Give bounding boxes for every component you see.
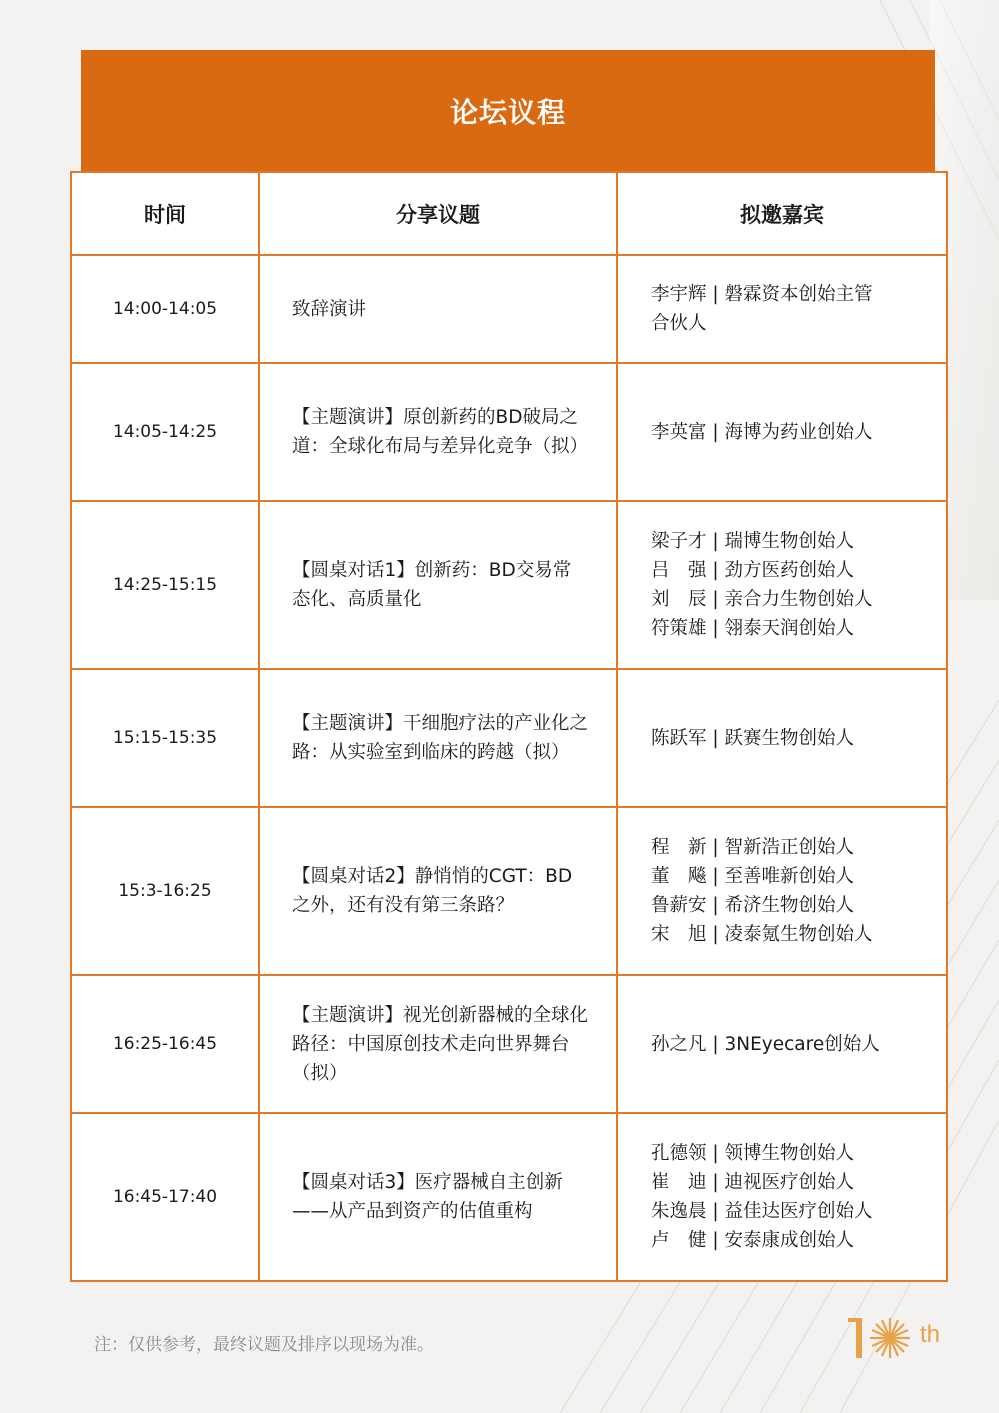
footer-note: 注：仅供参考，最终议题及排序以现场为准。 — [94, 1335, 434, 1355]
guest-line: 卢 健 | 安泰康成创始人 — [651, 1230, 854, 1251]
guest-line: 孔德领 | 领博生物创始人 — [651, 1143, 854, 1164]
topic-cell: 【主题演讲】视光创新器械的全球化路径：中国原创技术走向世界舞台（拟） — [259, 975, 617, 1113]
guest-cell — [617, 1113, 947, 1281]
guest-cell — [617, 363, 947, 501]
time-cell: 14:05-14:25 — [71, 363, 259, 501]
guest-line: 崔 迪 | 迪视医疗创始人 — [651, 1172, 854, 1193]
topic-cell: 【圆桌对话1】创新药：BD交易常态化、高质量化 — [259, 501, 617, 669]
guest-line: 符策雄 | 翎泰天润创始人 — [651, 618, 854, 639]
guest-line: 李宇辉 | 磐霖资本创始主管 — [651, 284, 873, 305]
time-cell: 16:45-17:40 — [71, 1113, 259, 1281]
column-header-topic: 分享议题 — [259, 172, 617, 255]
guest-line: 合伙人 — [651, 313, 707, 334]
table-row — [71, 975, 947, 1113]
guest-cell — [617, 255, 947, 363]
guest-cell — [617, 669, 947, 807]
topic-cell: 【主题演讲】干细胞疗法的产业化之路：从实验室到临床的跨越（拟） — [259, 669, 617, 807]
guest-line: 宋 旭 | 凌泰氪生物创始人 — [651, 924, 873, 945]
page-title: 论坛议程 — [449, 95, 566, 129]
guest-line: 刘 辰 | 亲合力生物创始人 — [651, 589, 873, 610]
time-cell: 16:25-16:45 — [71, 975, 259, 1113]
guest-line: 程 新 | 智新浩正创始人 — [651, 837, 854, 858]
topic-cell: 【圆桌对话3】医疗器械自主创新——从产品到资产的估值重构 — [259, 1113, 617, 1281]
table-row — [71, 669, 947, 807]
table-row — [71, 807, 947, 975]
table-row — [71, 363, 947, 501]
guest-cell — [617, 807, 947, 975]
guest-line: 董 飚 | 至善唯新创始人 — [651, 866, 854, 887]
guest-line: 孙之凡 | 3NEyecare创始人 — [651, 1033, 880, 1055]
guest-cell — [617, 975, 947, 1113]
anniversary-logo — [846, 1312, 956, 1362]
topic-cell: 致辞演讲 — [259, 255, 617, 363]
guest-line: 朱逸晨 | 益佳达医疗创始人 — [651, 1201, 873, 1222]
topic-cell: 【主题演讲】原创新药的BD破局之道：全球化布局与差异化竞争（拟） — [259, 363, 617, 501]
guest-cell — [617, 501, 947, 669]
table-row — [71, 1113, 947, 1281]
guest-line: 吕 强 | 劲方医药创始人 — [651, 560, 854, 581]
table-header-row — [71, 172, 947, 255]
topic-cell: 【圆桌对话2】静悄悄的CGT：BD之外，还有没有第三条路？ — [259, 807, 617, 975]
guest-line: 陈跃军 | 跃赛生物创始人 — [651, 727, 854, 749]
time-cell: 15:3-16:25 — [71, 807, 259, 975]
logo-text: th — [920, 1321, 941, 1348]
column-header-time: 时间 — [71, 172, 259, 255]
time-cell: 14:00-14:05 — [71, 255, 259, 363]
guest-line: 梁子才 | 瑞博生物创始人 — [651, 531, 854, 552]
guest-line: 鲁薪安 | 希济生物创始人 — [651, 895, 854, 916]
guest-line: 李英富 | 海博为药业创始人 — [651, 421, 873, 443]
agenda-table — [70, 171, 948, 1282]
table-row — [71, 255, 947, 363]
agenda-title-banner — [81, 50, 935, 171]
table-row — [71, 501, 947, 669]
time-cell: 14:25-15:15 — [71, 501, 259, 669]
column-header-guests: 拟邀嘉宾 — [617, 172, 947, 255]
time-cell: 15:15-15:35 — [71, 669, 259, 807]
